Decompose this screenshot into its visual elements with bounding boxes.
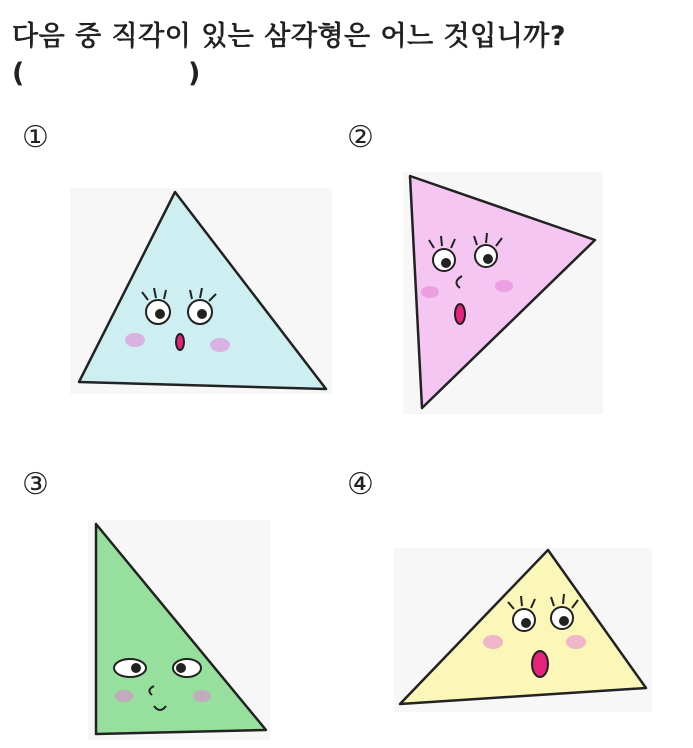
option-1-number[interactable]: ① [22,120,49,155]
option-1-triangle[interactable] [70,180,340,400]
option-2-number[interactable]: ② [347,120,374,155]
option-2-triangle[interactable] [400,168,610,418]
answer-close-paren: ) [188,58,201,89]
option-3-number[interactable]: ③ [22,467,49,502]
option-4-triangle[interactable] [390,538,660,718]
option-3-triangle[interactable] [84,518,274,743]
option-4-number[interactable]: ④ [347,467,374,502]
question-text: 다음 중 직각이 있는 삼각형은 어느 것입니까? [12,21,567,52]
answer-open-paren: ( [12,58,25,89]
answer-blank[interactable] [12,58,201,89]
